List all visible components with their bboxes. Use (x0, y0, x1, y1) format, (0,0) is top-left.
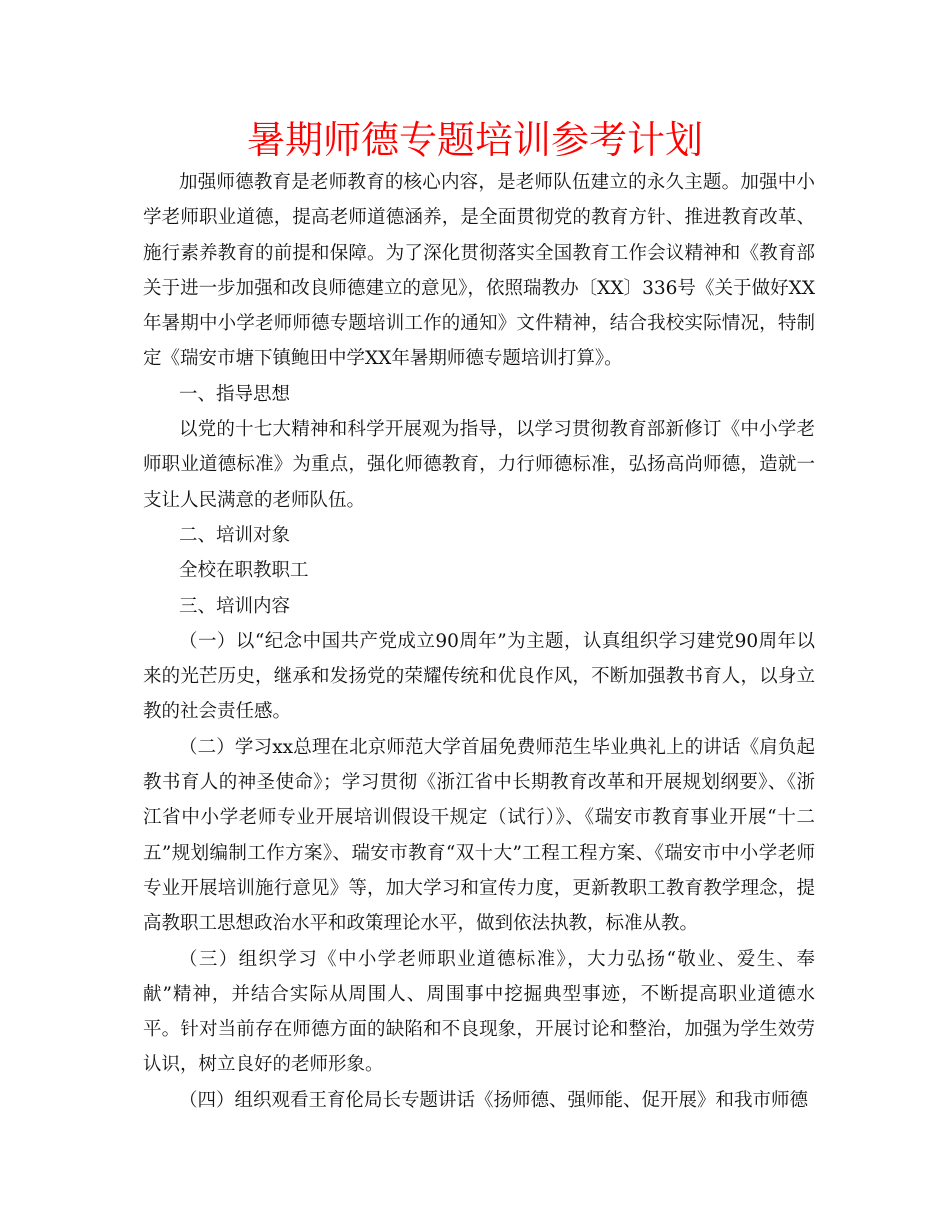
intro-paragraph: 加强师德教育是老师教育的核心内容，是老师队伍建立的永久主题。加强中小学老师职业道德，提高老师道德涵养，是全面贯彻党的教育方针、推进教育改革、施行素养教育的前提和保障。为了深化贯彻落实全国教育工作会议精神和《教育部关于进一步加强和改良师德建立的意见》，依照瑞教办〔XX〕336号《关于做好XX年暑期中小学老师师德专题培训工作的通知》文件精神，结合我校实际情况，特制定《瑞安市塘下镇鲍田中学XX年暑期师德专题培训打算》。 (143, 172, 815, 370)
training-target-paragraph: 全校在职教职工 (179, 560, 309, 582)
section-heading-guiding-ideology: 一、指导思想 (179, 383, 291, 405)
training-item-2: （二）学习xx总理在北京师范大学首届免费师范生毕业典礼上的讲话《肩负起教书育人的神圣使命》；学习贯彻《浙江省中长期教育改革和开展规划纲要》、《浙江省中小学老师专业开展培训假设干规定（试行）》、《瑞安市教育事业开展“十二五”规划编制工作方案》、瑞安市教育“双十大”工程工程方案、《瑞安市中小学老师专业开展培训施行意见》等，加大学习和宣传力度，更新教职工教育教学理念，提高教职工思想政治水平和政策理论水平，做到依法执教，标准从教。 (143, 736, 815, 935)
guiding-ideology-paragraph: 以党的十七大精神和科学开展观为指导，以学习贯彻教育部新修订《中小学老师职业道德标准》为重点，强化师德教育，力行师德标准，弘扬高尚师德，造就一支让人民满意的老师队伍。 (143, 419, 815, 511)
training-item-1: （一）以“纪念中国共产党成立90周年”为主题，认真组织学习建党90周年以来的光芒历史，继承和发扬党的荣耀传统和优良作风，不断加强教书育人，以身立教的社会责任感。 (143, 630, 815, 723)
section-heading-training-target: 二、培训对象 (179, 524, 291, 546)
section-heading-training-content: 三、培训内容 (179, 595, 291, 617)
training-item-3: （三）组织学习《中小学老师职业道德标准》，大力弘扬“敬业、爱生、奉献”精神，并结合实际从周围人、周围事中挖掘典型事迹，不断提高职业道德水平。针对当前存在师德方面的缺陷和不良现象，开展讨论和整治，加强为学生效劳认识，树立良好的老师形象。 (143, 948, 815, 1076)
document-title: 暑期师德专题培训参考计划 (246, 118, 703, 162)
training-item-4: （四）组织观看王育伦局长专题讲话《扬师德、强师能、促开展》和我市师德 (179, 1089, 809, 1111)
document-body (143, 165, 815, 1118)
